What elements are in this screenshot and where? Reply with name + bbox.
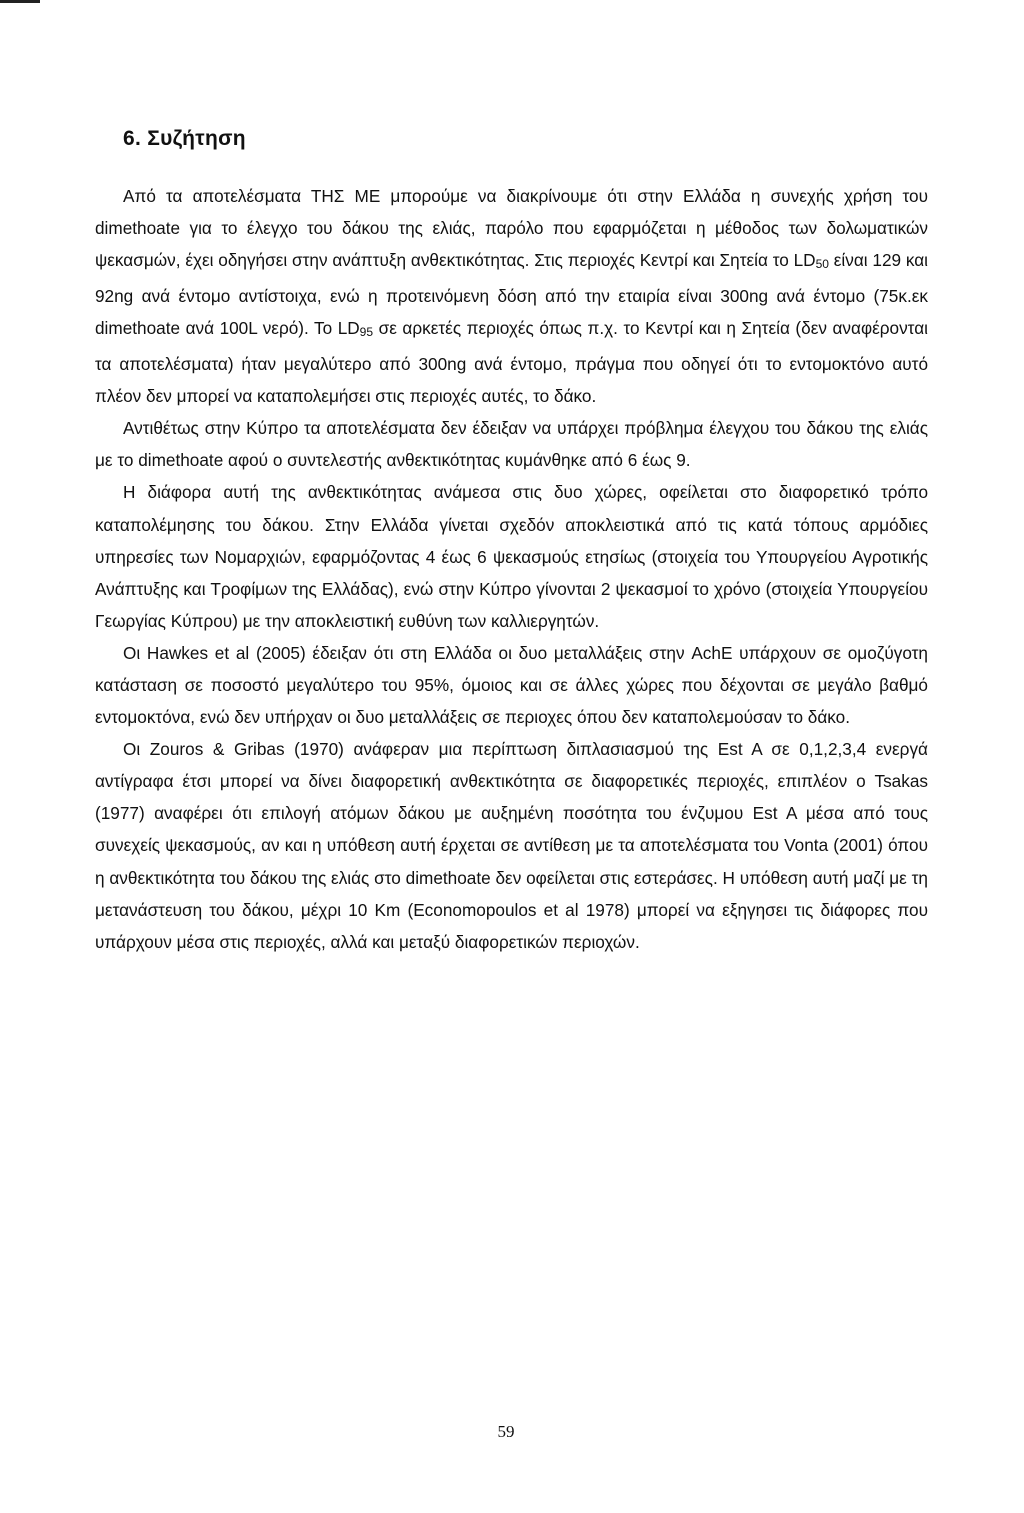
paragraph-1-part-1: Από τα αποτελέσματα ΤΗΣ ΜΕ μπορούμε να διακρίνουμε ότι στην Ελλάδα η συνεχής χρήση του dimethoate για το έλεγχο του δάκου της ελιάς, παρόλο που εφαρμόζεται η μέθοδος των δολωματικών ψεκασμών, έχει οδηγήσει στην ανάπτυξη ανθεκτικότητας. Στις περιοχές Κεντρί και Σητεία το LD (95, 186, 928, 271)
body-text (95, 180, 928, 958)
ld95-subscript: 95 (359, 324, 374, 339)
paragraph-1-part-2: είναι 129 και 92ng ανά έντομο αντίστοιχα, ενώ η προτεινόμενη δόση από την εταιρία είναι 300ng ανά έντομο (75κ.εκ dimethoate ανά 100L νερό). Το LD (95, 250, 928, 339)
page-number: 59 (497, 1422, 515, 1441)
paragraph-4: Οι Hawkes et al (2005) έδειξαν ότι στη Ελλάδα οι δυο μεταλλάξεις στην AchE υπάρχουν σε ομοζύγοτη κατάσταση σε ποσοστό μεγαλύτερο του 95%, όμοιος και σε άλλες χώρες που δέχονται σε μεγάλο βαθμό εντομοκτόνα, ενώ δεν υπήρχαν οι δυο μεταλλάξεις σε περιοχες όπου δεν καταπολεμούσαν το δάκο. (95, 642, 928, 728)
paragraph-5: Οι Zouros & Gribas (1970) ανάφεραν μια περίπτωση διπλασιασμού της Est A σε 0,1,2,3,4 ενεργά αντίγραφα έτσι μπορεί να δίνει διαφορετική ανθεκτικότητα σε διαφορετικές περιοχές, επιπλέον ο Tsakas (1977) αναφέρει ότι επιλογή ατόμων δάκου με αυξημένη ποσότητα του ένζυμου Est A μέσα από τους συνεχείς ψεκασμούς, αν και η υπόθεση αυτή έρχεται σε αντίθεση με τα αποτελέσματα του Vonta (2001) όπου η ανθεκτικότητα του δάκου της ελιάς στο dimethoate δεν οφείλεται στις εστεράσες. Η υπόθεση αυτή μαζί με τη μετανάστευση του δάκου, μέχρι 10 Km (Economopoulos et al 1978) μπορεί να εξηγησει τις διάφορες που υπάρχουν μέσα στις περιοχές, αλλά και μεταξύ διαφορετικών περιοχών. (95, 739, 928, 952)
paragraph-2: Αντιθέτως στην Κύπρο τα αποτελέσματα δεν έδειξαν να υπάρχει πρόβλημα έλεγχου του δάκου της ελιάς με το dimethoate αφού ο συντελεστής ανθεκτικότητας κυμάνθηκε από 6 έως 9. (95, 418, 928, 471)
paragraph-3: Η διάφορα αυτή της ανθεκτικότητας ανάμεσα στις δυο χώρες, οφείλεται στο διαφορετικό τρόπο καταπολέμησης του δάκου. Στην Ελλάδα γίνεται σχεδόν αποκλειστικά από τις κατά τόπους αρμόδιες υπηρεσίες των Νομαρχιών, εφαρμόζοντας 4 έως 6 ψεκασμούς ετησίως (στοιχεία του Υπουργείου Αγροτικής Ανάπτυξης και Τροφίμων της Ελλάδας), ενώ στην Κύπρο γίνονται 2 ψεκασμοί το χρόνο (στοιχεία Υπουργείου Γεωργίας Κύπρου) με την αποκλειστική ευθύνη των καλλιεργητών. (95, 482, 928, 631)
paragraph-1 (95, 180, 928, 412)
ld50-subscript: 50 (815, 256, 829, 271)
section-heading: 6. Συζήτηση (123, 127, 246, 150)
scan-edge-mark (0, 0, 40, 3)
paragraph-1-part-3: σε αρκετές περιοχές όπως π.χ. το Κεντρί και η Σητεία (δεν αναφέρονται τα αποτελέσματα) ήταν μεγαλύτερο από 300ng ανά έντομο, πράγμα που οδηγεί ότι το εντομοκτόνο αυτό πλέον δεν μπορεί να καταπολεμήσει στις περιοχές αυτές, το δάκο. (95, 318, 928, 407)
